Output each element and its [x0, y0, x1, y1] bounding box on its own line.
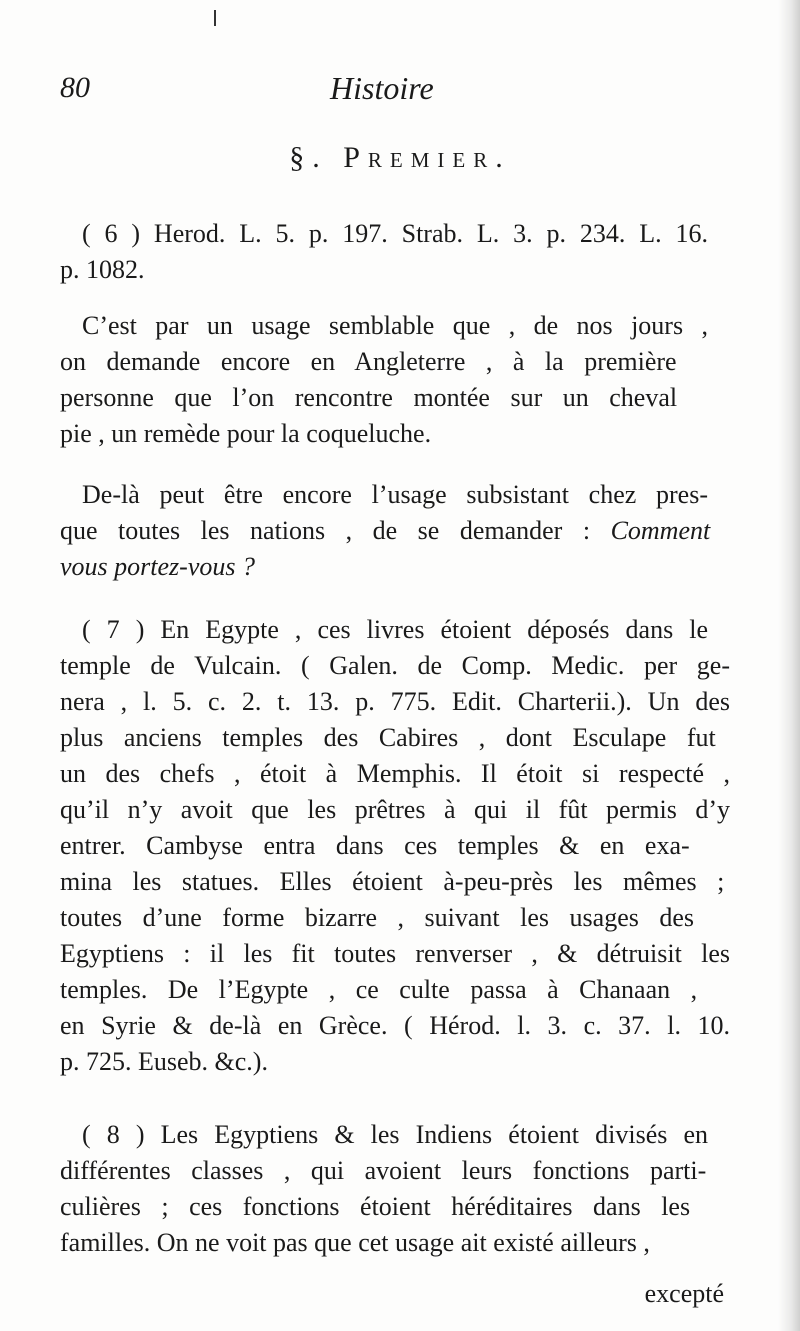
text-line: p. 1082.: [60, 255, 145, 284]
text-line: mina les statues. Elles étoient à-peu-près les mêmes ;: [60, 867, 725, 896]
text-line: toutes d’une forme bizarre , suivant les usages des: [60, 903, 695, 932]
running-title: Histoire: [330, 70, 434, 106]
page-number: 80: [60, 71, 90, 104]
text-line: pie , un remède pour la coqueluche.: [60, 419, 432, 448]
catchword: excepté: [644, 1279, 724, 1308]
text-line: temple de Vulcain. ( Galen. de Comp. Medic. per ge-: [60, 651, 730, 680]
italic-phrase: vous portez-vous ?: [60, 552, 255, 581]
page-header: [60, 68, 730, 108]
paragraph-greeting-custom: [60, 477, 730, 585]
text-line: ( 8 ) Les Egyptiens & les Indiens étoient divisés en: [82, 1120, 708, 1149]
italic-phrase: Comment: [610, 516, 711, 545]
text-line: culières ; ces fonctions étoient héréditaires dans les: [60, 1192, 691, 1221]
text-line: personne que l’on rencontre montée sur un cheval: [60, 383, 678, 412]
printer-mark: [214, 10, 216, 26]
text-line: p. 725. Euseb. &c.).: [60, 1047, 268, 1076]
paragraph-usage-england: [60, 308, 730, 452]
text-segment: que toutes les nations , de se demander :: [60, 516, 611, 545]
text-line: un des chefs , étoit à Memphis. Il étoit si respecté ,: [60, 759, 730, 788]
text-line: temples. De l’Egypte , ce culte passa à Chanaan ,: [60, 975, 698, 1004]
text-line: familles. On ne voit pas que cet usage ait existé ailleurs ,: [60, 1228, 650, 1257]
text-line: en Syrie & de-là en Grèce. ( Hérod. l. 3. c. 37. l. 10.: [60, 1011, 730, 1040]
text-line: entrer. Cambyse entra dans ces temples & en exa-: [60, 831, 690, 860]
text-line: Egyptiens : il les fit toutes renverser , & détruisit les: [60, 939, 730, 968]
page-edge-shadow: [778, 0, 800, 1331]
text-line: ( 7 ) En Egypte , ces livres étoient déposés dans le: [82, 615, 708, 644]
text-line: De-là peut être encore l’usage subsistant chez pres-: [82, 480, 708, 509]
text-line: [60, 513, 730, 549]
text-line: on demande encore en Angleterre , à la première: [60, 347, 677, 376]
text-line: plus anciens temples des Cabires , dont Esculape fut: [60, 723, 716, 752]
text-line: différentes classes , qui avoient leurs fonctions parti-: [60, 1156, 707, 1185]
text-line: nera , l. 5. c. 2. t. 13. p. 775. Edit. Charterii.). Un des: [60, 687, 730, 716]
text-line: ( 6 ) Herod. L. 5. p. 197. Strab. L. 3. p. 234. L. 16.: [82, 219, 708, 248]
section-title: §. Premier.: [289, 141, 511, 174]
note-7: [60, 612, 730, 1080]
text-line: qu’il n’y avoit que les prêtres à qui il fût permis d’y: [60, 795, 730, 824]
note-6: [60, 216, 730, 288]
note-8: [60, 1117, 730, 1261]
text-line: C’est par un usage semblable que , de nos jours ,: [82, 311, 708, 340]
